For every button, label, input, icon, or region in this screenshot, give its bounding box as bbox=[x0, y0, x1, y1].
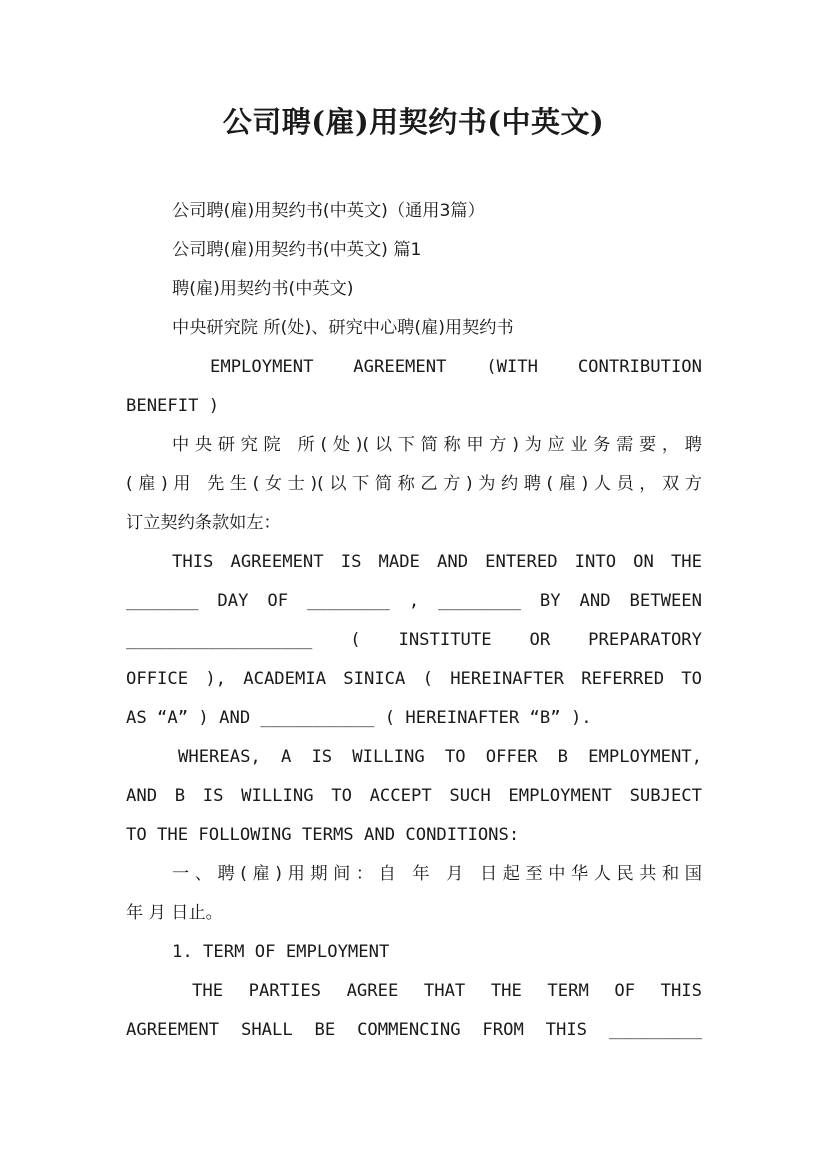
text-line: WHEREAS, A IS WILLING TO OFFER B EMPLOYMENT, bbox=[178, 747, 702, 767]
text-line: AGREEMENT SHALL BE COMMENCING FROM THIS _________ bbox=[126, 1020, 702, 1040]
text-line: OFFICE ), ACADEMIA SINICA ( HEREINAFTER REFERRED TO bbox=[126, 669, 702, 689]
text-line: 聘(雇)用契约书(中英文) bbox=[172, 279, 354, 299]
text-line: __________________ ( INSTITUTE OR PREPARATORY bbox=[126, 630, 702, 650]
text-line: AS “A” ) AND ___________ ( HEREINAFTER “B” ). bbox=[126, 708, 592, 728]
text-line: 公司聘(雇)用契约书(中英文)（通用3篇） bbox=[172, 201, 485, 221]
text-line: 年 月 日止。 bbox=[126, 903, 223, 923]
text-line: 1. TERM OF EMPLOYMENT bbox=[172, 942, 390, 962]
text-line: _______ DAY OF ________ , ________ BY AND BETWEEN bbox=[126, 591, 702, 611]
text-line: 公司聘(雇)用契约书(中英文) 篇1 bbox=[172, 240, 422, 260]
text-line: BENEFIT ) bbox=[126, 396, 220, 416]
text-line: AND B IS WILLING TO ACCEPT SUCH EMPLOYMENT SUBJECT bbox=[126, 786, 702, 806]
document-title: 公司聘(雇)用契约书(中英文) bbox=[222, 105, 605, 139]
text-line: (雇)用 先生(女士)(以下简称乙方)为约聘(雇)人员，双方 bbox=[126, 474, 702, 494]
text-line: THIS AGREEMENT IS MADE AND ENTERED INTO ON THE bbox=[172, 552, 702, 572]
text-line: 订立契约条款如左： bbox=[126, 513, 281, 533]
text-line: TO THE FOLLOWING TERMS AND CONDITIONS: bbox=[126, 825, 520, 845]
text-line: 一、聘(雇)用期间：自 年 月 日起至中华人民共和国 bbox=[172, 864, 702, 884]
text-line: 中央研究院 所(处)(以下简称甲方)为应业务需要，聘 bbox=[172, 435, 702, 455]
text-line: THE PARTIES AGREE THAT THE TERM OF THIS bbox=[192, 981, 702, 1001]
text-line: EMPLOYMENT AGREEMENT (WITH CONTRIBUTION bbox=[210, 357, 702, 377]
text-line: 中央研究院 所(处)、研究中心聘(雇)用契约书 bbox=[172, 318, 514, 338]
